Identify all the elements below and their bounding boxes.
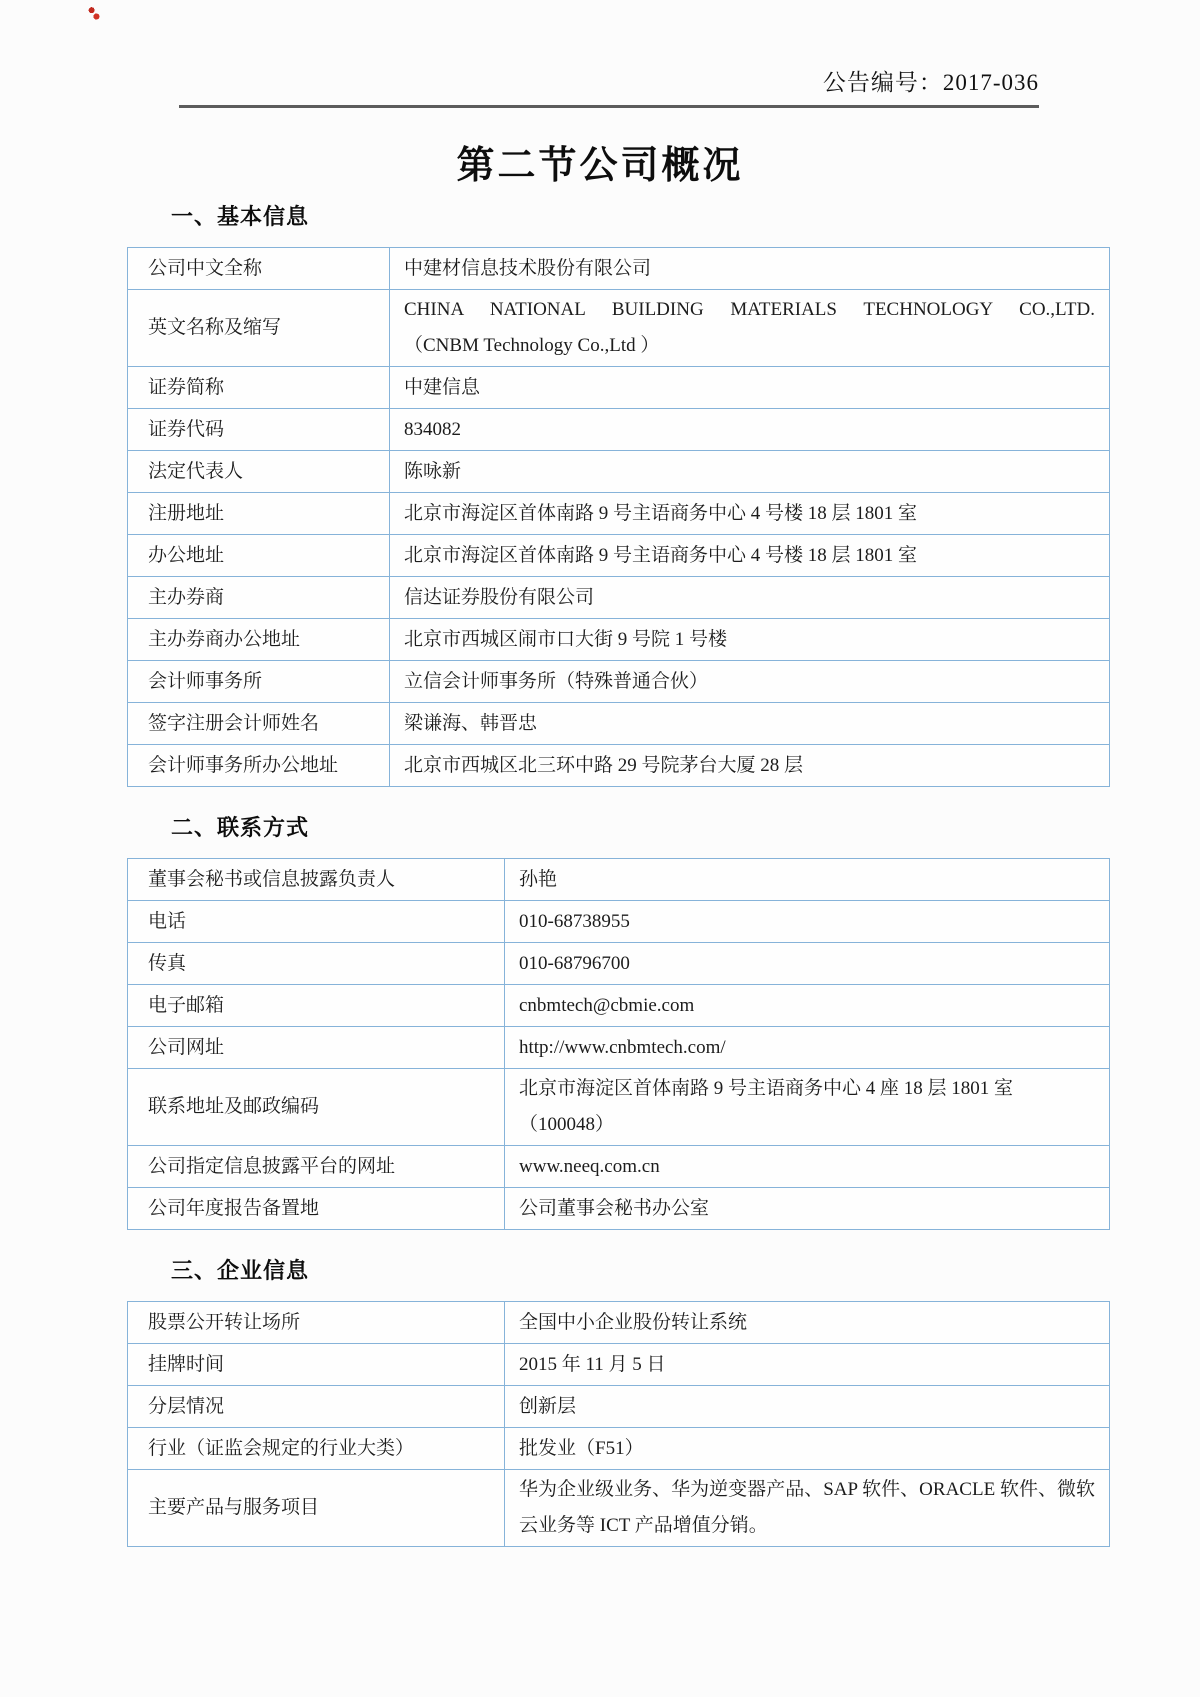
table-row (128, 901, 1110, 943)
field-value-line: 立信会计师事务所（特殊普通合伙） (404, 670, 709, 692)
field-label: 公司网址 (128, 1027, 505, 1069)
section-1 (127, 200, 1110, 787)
table-row (128, 943, 1110, 985)
field-label: 公司中文全称 (128, 248, 390, 290)
field-value-line: 中建信息 (404, 376, 481, 398)
field-value-line: 834082 (404, 418, 461, 440)
table-row (128, 1027, 1110, 1069)
table-row (128, 1302, 1110, 1344)
table-row (128, 248, 1110, 290)
field-value-line: CHINA NATIONAL BUILDING MATERIALS TECHNOLOGY CO.,LTD. (404, 299, 1095, 320)
field-label: 会计师事务所办公地址 (128, 745, 390, 787)
field-label: 英文名称及缩写 (128, 290, 390, 367)
field-value (505, 901, 1110, 943)
field-label: 主办券商 (128, 577, 390, 619)
field-value-line: 全国中小企业股份转让系统 (519, 1311, 748, 1333)
field-value (505, 1188, 1110, 1230)
section-heading: 一、基本信息 (171, 204, 310, 229)
announcement-number: 公告编号：2017-036 (822, 70, 1039, 95)
field-value (390, 577, 1110, 619)
field-label: 传真 (128, 943, 505, 985)
field-value-line: 010-68796700 (519, 952, 630, 974)
field-label: 主要产品与服务项目 (128, 1470, 505, 1547)
field-value (505, 1069, 1110, 1146)
table-row (128, 619, 1110, 661)
field-label: 主办券商办公地址 (128, 619, 390, 661)
field-label: 公司指定信息披露平台的网址 (128, 1146, 505, 1188)
table-row (128, 577, 1110, 619)
info-table (127, 247, 1110, 787)
field-value (390, 619, 1110, 661)
page-header (179, 64, 1039, 108)
table-row (128, 367, 1110, 409)
section-3 (127, 1254, 1110, 1547)
field-value (390, 745, 1110, 787)
field-value (390, 290, 1110, 367)
field-value (505, 1428, 1110, 1470)
field-value-line: 孙艳 (519, 868, 558, 890)
sections-container (127, 200, 1110, 1547)
table-row (128, 745, 1110, 787)
field-label: 董事会秘书或信息披露负责人 (128, 859, 505, 901)
field-value-line: www.neeq.com.cn (519, 1155, 660, 1177)
table-row (128, 985, 1110, 1027)
section-2 (127, 811, 1110, 1230)
table-row (128, 1428, 1110, 1470)
field-value (390, 535, 1110, 577)
field-label: 公司年度报告备置地 (128, 1188, 505, 1230)
field-value (505, 1146, 1110, 1188)
field-value (390, 248, 1110, 290)
table-row (128, 1470, 1110, 1547)
field-label: 证券简称 (128, 367, 390, 409)
field-value (505, 1344, 1110, 1386)
field-value (505, 943, 1110, 985)
field-label: 电话 (128, 901, 505, 943)
field-value-line: http://www.cnbmtech.com/ (519, 1036, 726, 1058)
table-row (128, 290, 1110, 367)
table-row (128, 409, 1110, 451)
field-value-line: 批发业（F51） (519, 1437, 644, 1459)
field-value-line: 北京市海淀区首体南路 9 号主语商务中心 4 座 18 层 1801 室 (519, 1078, 1014, 1099)
field-value-line: 梁谦海、韩晋忠 (404, 712, 538, 734)
field-value-line: 中建材信息技术股份有限公司 (404, 257, 652, 279)
table-row (128, 451, 1110, 493)
field-value-line: 北京市西城区闹市口大街 9 号院 1 号楼 (404, 628, 728, 650)
table-row (128, 535, 1110, 577)
field-label: 办公地址 (128, 535, 390, 577)
field-value-line: 陈咏新 (404, 460, 462, 482)
table-row (128, 493, 1110, 535)
field-value (390, 451, 1110, 493)
field-label: 电子邮箱 (128, 985, 505, 1027)
field-value (505, 1027, 1110, 1069)
table-row (128, 1344, 1110, 1386)
info-table (127, 858, 1110, 1230)
field-value-line: （CNBM Technology Co.,Ltd ） (404, 335, 660, 356)
field-label: 行业（证监会规定的行业大类） (128, 1428, 505, 1470)
field-value-line: 010-68738955 (519, 910, 630, 932)
table-row (128, 703, 1110, 745)
field-label: 分层情况 (128, 1386, 505, 1428)
field-value-line: cnbmtech@cbmie.com (519, 994, 695, 1016)
table-row (128, 1146, 1110, 1188)
field-value (390, 493, 1110, 535)
table-row (128, 859, 1110, 901)
page-title: 第二节公司概况 (456, 145, 744, 187)
field-value-line: 公司董事会秘书办公室 (519, 1197, 710, 1219)
table-row (128, 661, 1110, 703)
table-row (128, 1188, 1110, 1230)
field-value-line: 创新层 (519, 1395, 577, 1417)
scan-artifact (88, 6, 100, 20)
field-value (390, 409, 1110, 451)
field-value-line: 2015 年 11 月 5 日 (519, 1353, 666, 1375)
table-row (128, 1386, 1110, 1428)
field-value-line: 北京市海淀区首体南路 9 号主语商务中心 4 号楼 18 层 1801 室 (404, 544, 918, 566)
field-label: 注册地址 (128, 493, 390, 535)
section-heading: 二、联系方式 (171, 815, 310, 840)
field-value (390, 661, 1110, 703)
field-value (390, 703, 1110, 745)
field-label: 会计师事务所 (128, 661, 390, 703)
field-value (505, 985, 1110, 1027)
section-heading: 三、企业信息 (171, 1258, 310, 1283)
field-label: 挂牌时间 (128, 1344, 505, 1386)
field-value (390, 367, 1110, 409)
field-value (505, 1470, 1110, 1547)
field-label: 签字注册会计师姓名 (128, 703, 390, 745)
info-table (127, 1301, 1110, 1547)
field-value-line: 北京市海淀区首体南路 9 号主语商务中心 4 号楼 18 层 1801 室 (404, 502, 918, 524)
field-label: 联系地址及邮政编码 (128, 1069, 505, 1146)
field-value-line: （100048） (519, 1114, 615, 1135)
field-value (505, 859, 1110, 901)
field-value-line: 信达证券股份有限公司 (404, 586, 595, 608)
field-value (505, 1386, 1110, 1428)
field-value (505, 1302, 1110, 1344)
field-label: 证券代码 (128, 409, 390, 451)
table-row (128, 1069, 1110, 1146)
field-value-line: 华为企业级业务、华为逆变器产品、SAP 软件、ORACLE 软件、微软云业务等 ICT 产品增值分销。 (519, 1479, 1095, 1536)
field-value-line: 北京市西城区北三环中路 29 号院茅台大厦 28 层 (404, 754, 804, 776)
field-label: 股票公开转让场所 (128, 1302, 505, 1344)
field-label: 法定代表人 (128, 451, 390, 493)
